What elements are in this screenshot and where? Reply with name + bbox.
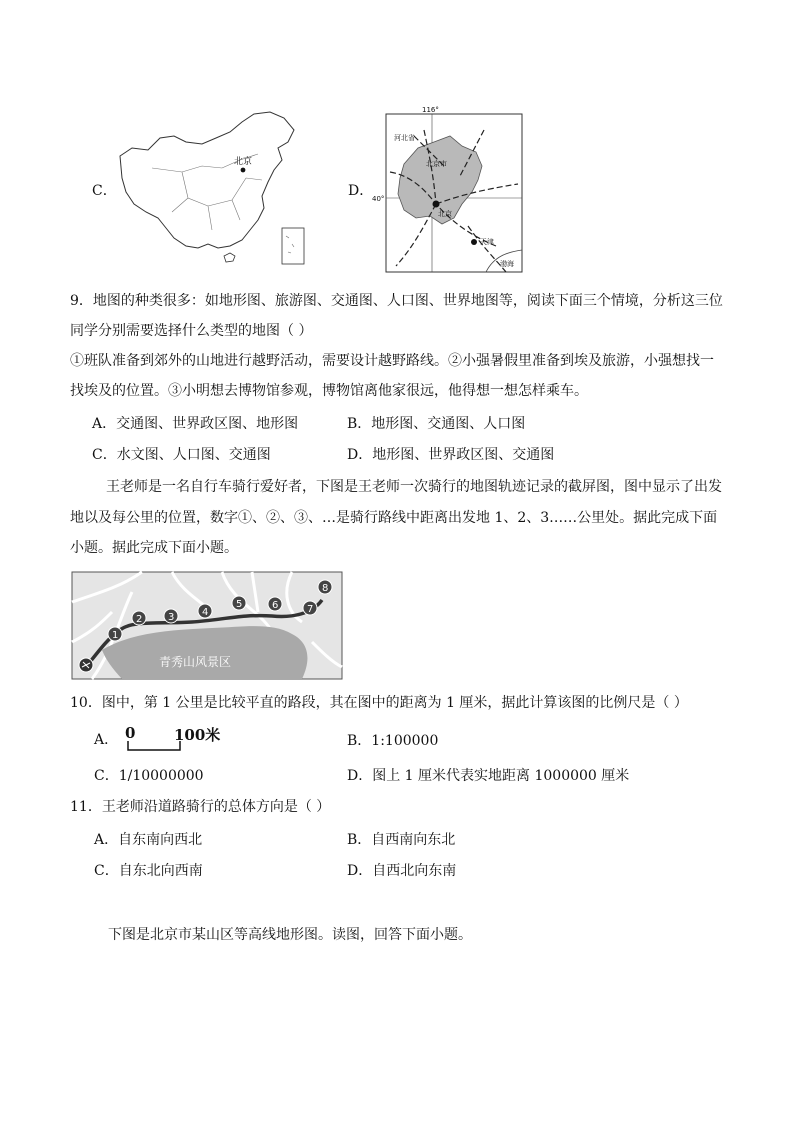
tianjin-point: [471, 239, 477, 245]
q10-option-a[interactable]: [94, 726, 224, 756]
option-d-label: D．: [348, 183, 374, 199]
start-marker: [79, 658, 93, 672]
q10-option-b[interactable]: B．1:100000: [347, 733, 439, 749]
q9-option-a[interactable]: A．交通图、世界政区图、地形图: [92, 416, 299, 432]
cycling-route-map: [72, 572, 342, 679]
q10-option-c[interactable]: C．1/10000000: [94, 768, 204, 784]
q9-option-b[interactable]: B．地形图、交通图、人口图: [347, 416, 526, 432]
route-marker-2: [132, 611, 146, 625]
scale-bar: [127, 740, 183, 752]
q10-stem: 10．图中，第 1 公里是比较平直的路段，其在图中的距离为 1 厘米，据此计算该图的比例尺是（ ）: [70, 695, 688, 711]
beijing-point: [433, 201, 440, 208]
route-marker-1: [108, 627, 122, 641]
intro-line1: 王老师是一名自行车骑行爱好者，下图是王老师一次骑行的地图轨迹记录的截屏图，图中显示了出发: [106, 479, 722, 495]
route-marker-7: [303, 601, 317, 615]
route-marker-5: [232, 596, 246, 610]
next-question-intro: 下图是北京市某山区等高线地形图。读图，回答下面小题。: [108, 927, 472, 943]
svg-text:4: 4: [202, 607, 209, 618]
bohai-label: 渤海: [500, 260, 514, 268]
q11-option-d[interactable]: D．自西北向东南: [347, 863, 457, 879]
route-marker-8: [318, 580, 332, 594]
route-marker-6: [268, 597, 282, 611]
route-marker-4: [198, 604, 212, 618]
hebei-label: 河北省: [394, 134, 415, 142]
q9-scenario-line2: 找埃及的位置。③小明想去博物馆参观，博物馆离他家很远，他得想一想怎样乘车。: [70, 383, 588, 399]
beijing-label: 北京: [234, 157, 253, 167]
china-map: [112, 108, 312, 276]
intro-line2: 地以及每公里的位置，数字①、②、③、…是骑行路线中距离出发地 1、2、3……公里处。据此完成下面: [70, 510, 718, 526]
q10-option-d[interactable]: D．图上 1 厘米代表实地距离 1000000 厘米: [347, 768, 630, 784]
hainan-island: [224, 253, 235, 262]
svg-text:6: 6: [272, 600, 279, 611]
option-c-label: C．: [92, 183, 117, 199]
svg-text:7: 7: [307, 604, 314, 615]
route-marker-3: [164, 609, 178, 623]
latitude-label: 40°: [372, 195, 385, 203]
beijing-region-map: [372, 106, 526, 274]
q9-option-d[interactable]: D．地形图、世界政区图、交通图: [347, 447, 555, 463]
q11-option-b[interactable]: B．自西南向东北: [347, 832, 456, 848]
svg-text:2: 2: [136, 614, 143, 625]
q11-option-a[interactable]: A．自东南向西北: [94, 832, 203, 848]
svg-text:8: 8: [322, 583, 329, 594]
china-outline: [120, 112, 294, 248]
longitude-label: 116°: [422, 106, 439, 114]
q9-stem-line2: 同学分别需要选择什么类型的地图（ ）: [70, 323, 313, 339]
q9-scenario-line1: ①班队准备到郊外的山地进行越野活动，需要设计越野路线。②小强暑假里准备到埃及旅游，小强想找一: [70, 353, 714, 369]
beijing-point-label: 北京: [438, 210, 452, 218]
beijing-city-label: 北京市: [426, 160, 447, 168]
intro-line3: 小题。据此完成下面小题。: [70, 540, 238, 556]
q9-stem-line1: 9．地图的种类很多：如地形图、旅游图、交通图、人口图、世界地图等，阅读下面三个情境，分析这三位: [70, 293, 723, 309]
scale-zero-label: 0: [125, 724, 136, 742]
q11-stem: 11．王老师沿道路骑行的总体方向是（ ）: [70, 799, 331, 815]
scale-end-label: 100米: [174, 726, 221, 744]
svg-text:5: 5: [236, 599, 243, 610]
scenic-area-label: 青秀山风景区: [159, 655, 232, 669]
q10-option-a-prefix: A．: [94, 732, 119, 748]
q11-option-c[interactable]: C．自东北向西南: [94, 863, 203, 879]
svg-text:1: 1: [112, 630, 119, 641]
q9-option-c[interactable]: C．水文图、人口图、交通图: [92, 447, 271, 463]
svg-text:3: 3: [168, 612, 175, 623]
tianjin-label: 天津: [480, 238, 494, 246]
beijing-dot: [241, 168, 246, 173]
